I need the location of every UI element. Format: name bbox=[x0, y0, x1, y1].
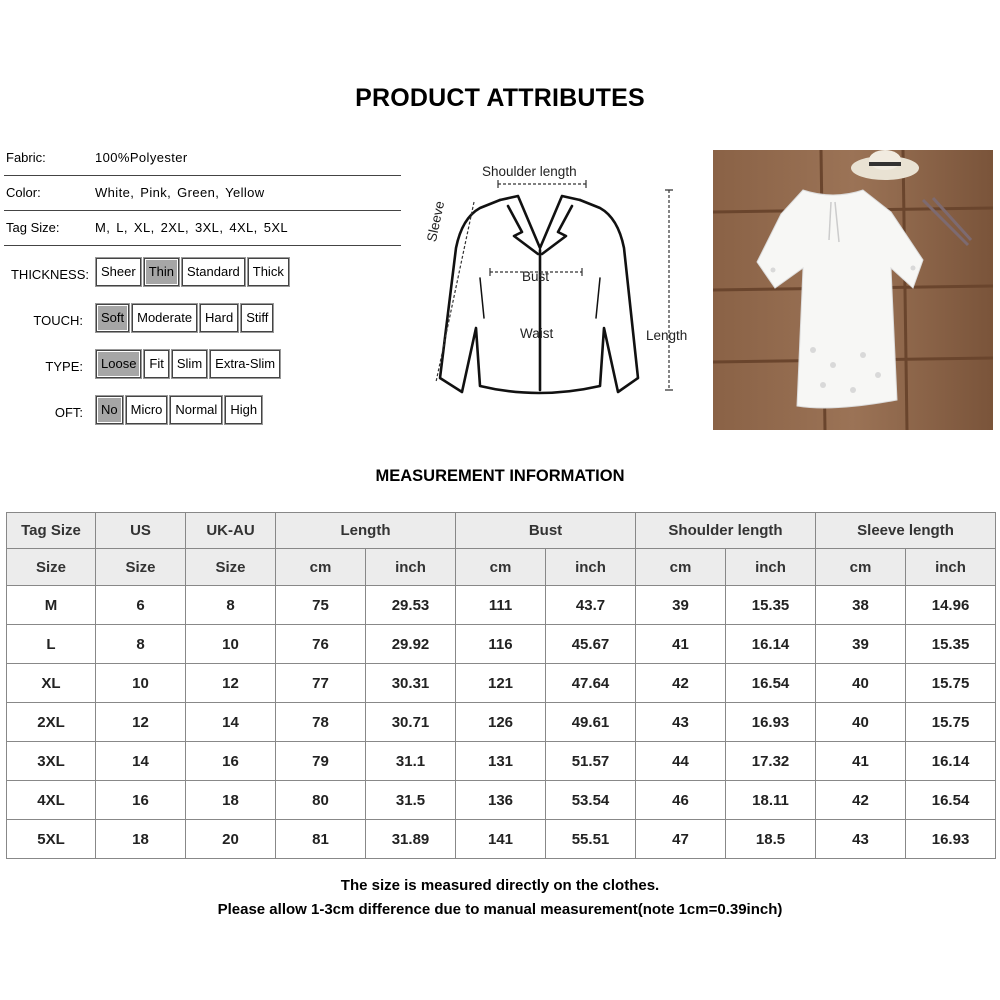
table-cell: 5XL bbox=[7, 820, 96, 859]
table-cell: 15.75 bbox=[906, 664, 996, 703]
table-cell: 31.89 bbox=[366, 820, 456, 859]
touch-options bbox=[96, 304, 273, 332]
table-cell: 16.14 bbox=[906, 742, 996, 781]
measurement-table bbox=[6, 512, 996, 859]
table-cell: XL bbox=[7, 664, 96, 703]
type-option: Slim bbox=[172, 350, 207, 378]
table-cell: L bbox=[7, 625, 96, 664]
table-cell: 131 bbox=[456, 742, 546, 781]
table-cell: 51.57 bbox=[546, 742, 636, 781]
color-row bbox=[4, 176, 401, 211]
table-cell: 17.32 bbox=[726, 742, 816, 781]
type-option: Fit bbox=[144, 350, 168, 378]
thickness-option: Standard bbox=[182, 258, 245, 286]
thickness-option: Thick bbox=[248, 258, 289, 286]
measurement-title: MEASUREMENT INFORMATION bbox=[375, 467, 625, 485]
table-cell: 55.51 bbox=[546, 820, 636, 859]
table-header-cell: Sleeve length bbox=[816, 513, 996, 549]
table-row bbox=[7, 820, 996, 859]
table-cell: 121 bbox=[456, 664, 546, 703]
table-cell: 49.61 bbox=[546, 703, 636, 742]
thickness-option-selected: Thin bbox=[144, 258, 179, 286]
table-subheader-cell: inch bbox=[906, 549, 996, 586]
table-cell: 45.67 bbox=[546, 625, 636, 664]
shoulder-length-label: Shoulder length bbox=[482, 164, 577, 179]
table-cell: 78 bbox=[276, 703, 366, 742]
table-cell: 79 bbox=[276, 742, 366, 781]
table-cell: 39 bbox=[636, 586, 726, 625]
table-subheader-row bbox=[7, 549, 996, 586]
table-cell: 15.35 bbox=[726, 586, 816, 625]
length-label: Length bbox=[646, 328, 688, 343]
thickness-option: Sheer bbox=[96, 258, 141, 286]
table-cell: 31.5 bbox=[366, 781, 456, 820]
oft-option: High bbox=[225, 396, 262, 424]
table-cell: 53.54 bbox=[546, 781, 636, 820]
table-row bbox=[7, 664, 996, 703]
table-cell: 80 bbox=[276, 781, 366, 820]
type-label: TYPE: bbox=[45, 359, 83, 374]
tag-size-value: M, L, XL, 2XL, 3XL, 4XL, 5XL bbox=[95, 220, 289, 235]
table-header-row bbox=[7, 513, 996, 549]
sleeve-label: Sleeve bbox=[424, 199, 448, 244]
table-cell: 46 bbox=[636, 781, 726, 820]
color-value: White, Pink, Green, Yellow bbox=[95, 185, 265, 200]
touch-option-selected: Soft bbox=[96, 304, 129, 332]
table-cell: 16.54 bbox=[906, 781, 996, 820]
table-cell: 75 bbox=[276, 586, 366, 625]
table-header-cell: US bbox=[96, 513, 186, 549]
table-cell: 16.93 bbox=[906, 820, 996, 859]
oft-option-selected: No bbox=[96, 396, 123, 424]
table-row bbox=[7, 781, 996, 820]
table-cell: 47 bbox=[636, 820, 726, 859]
type-option: Extra-Slim bbox=[210, 350, 280, 378]
table-cell: 12 bbox=[96, 703, 186, 742]
table-cell: 116 bbox=[456, 625, 546, 664]
table-cell: 14 bbox=[186, 703, 276, 742]
waist-label: Waist bbox=[520, 326, 554, 341]
table-subheader-cell: cm bbox=[816, 549, 906, 586]
table-subheader-cell: Size bbox=[7, 549, 96, 586]
page-title: PRODUCT ATTRIBUTES bbox=[355, 84, 645, 112]
touch-label: TOUCH: bbox=[33, 313, 83, 328]
table-cell: 15.35 bbox=[906, 625, 996, 664]
tag-size-row bbox=[4, 211, 401, 246]
table-cell: 15.75 bbox=[906, 703, 996, 742]
table-cell: 30.71 bbox=[366, 703, 456, 742]
table-cell: 16.93 bbox=[726, 703, 816, 742]
oft-option: Normal bbox=[170, 396, 222, 424]
table-cell: 8 bbox=[96, 625, 186, 664]
table-cell: 42 bbox=[816, 781, 906, 820]
table-subheader-cell: inch bbox=[366, 549, 456, 586]
table-cell: 111 bbox=[456, 586, 546, 625]
table-header-cell: Tag Size bbox=[7, 513, 96, 549]
oft-label: OFT: bbox=[54, 405, 83, 420]
type-option-selected: Loose bbox=[96, 350, 141, 378]
table-cell: 6 bbox=[96, 586, 186, 625]
touch-option: Hard bbox=[200, 304, 238, 332]
table-cell: 38 bbox=[816, 586, 906, 625]
fabric-value: 100%Polyester bbox=[95, 150, 188, 165]
table-subheader-cell: Size bbox=[186, 549, 276, 586]
table-header-cell: UK-AU bbox=[186, 513, 276, 549]
table-subheader-cell: cm bbox=[456, 549, 546, 586]
table-cell: 81 bbox=[276, 820, 366, 859]
table-cell: 14 bbox=[96, 742, 186, 781]
table-body bbox=[7, 586, 996, 859]
table-cell: 16.14 bbox=[726, 625, 816, 664]
table-header-cell: Shoulder length bbox=[636, 513, 816, 549]
table-cell: 42 bbox=[636, 664, 726, 703]
oft-options bbox=[96, 396, 262, 424]
table-cell: M bbox=[7, 586, 96, 625]
table-row bbox=[7, 625, 996, 664]
table-cell: 43 bbox=[816, 820, 906, 859]
thickness-options bbox=[96, 258, 289, 286]
table-cell: 18 bbox=[96, 820, 186, 859]
table-cell: 20 bbox=[186, 820, 276, 859]
table-cell: 43 bbox=[636, 703, 726, 742]
table-cell: 14.96 bbox=[906, 586, 996, 625]
tag-size-label: Tag Size: bbox=[6, 220, 60, 235]
table-cell: 30.31 bbox=[366, 664, 456, 703]
table-cell: 10 bbox=[186, 625, 276, 664]
table-cell: 16 bbox=[186, 742, 276, 781]
white-blouse-photo-icon bbox=[713, 150, 993, 430]
table-cell: 39 bbox=[816, 625, 906, 664]
fabric-label: Fabric: bbox=[6, 150, 46, 165]
table-cell: 44 bbox=[636, 742, 726, 781]
table-cell: 2XL bbox=[7, 703, 96, 742]
table-cell: 29.53 bbox=[366, 586, 456, 625]
table-row bbox=[7, 742, 996, 781]
table-cell: 40 bbox=[816, 664, 906, 703]
table-cell: 18 bbox=[186, 781, 276, 820]
table-header-cell: Bust bbox=[456, 513, 636, 549]
table-cell: 16 bbox=[96, 781, 186, 820]
table-subheader-cell: inch bbox=[726, 549, 816, 586]
fabric-row bbox=[4, 141, 401, 176]
thickness-label: THICKNESS: bbox=[10, 267, 89, 282]
oft-option: Micro bbox=[126, 396, 168, 424]
table-subheader-cell: cm bbox=[276, 549, 366, 586]
color-label: Color: bbox=[6, 185, 41, 200]
table-cell: 40 bbox=[816, 703, 906, 742]
touch-option: Stiff bbox=[241, 304, 273, 332]
table-subheader-cell: inch bbox=[546, 549, 636, 586]
table-subheader-cell: cm bbox=[636, 549, 726, 586]
table-cell: 29.92 bbox=[366, 625, 456, 664]
garment-size-diagram bbox=[418, 158, 708, 406]
table-cell: 126 bbox=[456, 703, 546, 742]
table-subheader-cell: Size bbox=[96, 549, 186, 586]
table-cell: 8 bbox=[186, 586, 276, 625]
table-row bbox=[7, 586, 996, 625]
table-cell: 77 bbox=[276, 664, 366, 703]
shirt-outline-icon bbox=[418, 158, 708, 406]
table-cell: 18.5 bbox=[726, 820, 816, 859]
table-cell: 4XL bbox=[7, 781, 96, 820]
table-cell: 10 bbox=[96, 664, 186, 703]
table-cell: 76 bbox=[276, 625, 366, 664]
table-cell: 41 bbox=[816, 742, 906, 781]
product-photo bbox=[713, 150, 993, 430]
table-cell: 141 bbox=[456, 820, 546, 859]
measurement-disclaimer: Please allow 1-3cm difference due to manual measurement(note 1cm=0.39inch) bbox=[217, 901, 783, 918]
table-row bbox=[7, 703, 996, 742]
table-cell: 136 bbox=[456, 781, 546, 820]
table-cell: 31.1 bbox=[366, 742, 456, 781]
table-header-cell: Length bbox=[276, 513, 456, 549]
table-cell: 16.54 bbox=[726, 664, 816, 703]
table-cell: 43.7 bbox=[546, 586, 636, 625]
table-cell: 12 bbox=[186, 664, 276, 703]
type-options bbox=[96, 350, 280, 378]
table-cell: 18.11 bbox=[726, 781, 816, 820]
measurement-note: The size is measured directly on the clothes. bbox=[340, 877, 660, 894]
bust-label: Bust bbox=[522, 269, 550, 284]
table-cell: 41 bbox=[636, 625, 726, 664]
table-cell: 3XL bbox=[7, 742, 96, 781]
table-cell: 47.64 bbox=[546, 664, 636, 703]
touch-option: Moderate bbox=[132, 304, 197, 332]
